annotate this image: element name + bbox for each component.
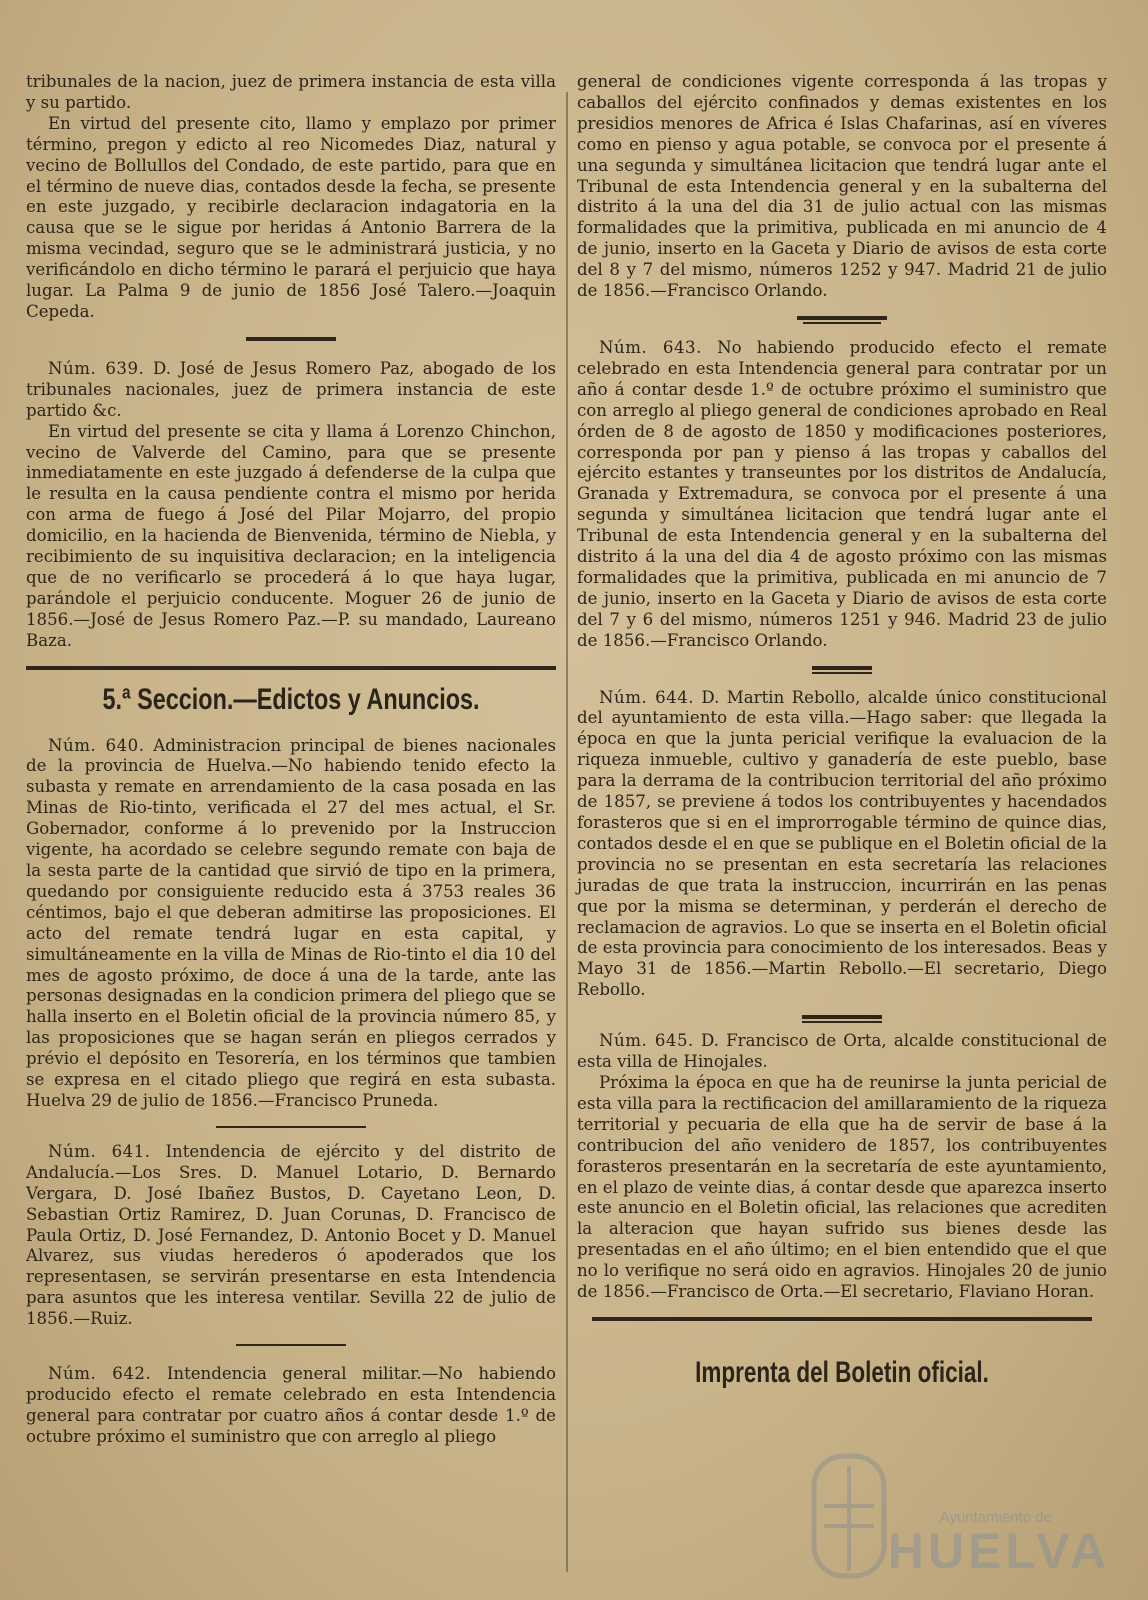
notice-643-body: No habiendo producido efecto el remate celebrado en esta Intendencia general para contratar por un año á contar desde 1.º de octubre próximo el suministro que con arreglo al pliego general de condiciones aprobado en Real órden de 8 de agosto de 1850 y modificaciones posteriores, corresponda por pan y pienso á las tropas y caballos del ejército estantes y transeuntes por los distritos de Andalucía, Granada y Extremadura, se convoca por el presente á una segunda y simultánea licitacion que tendrá lugar ante el Tribunal de esta Intendencia general y en la subalterna del distrito á la una del dia 4 de agosto próximo con las mismas formalidades que la primitiva, publicada en mi anuncio de 7 de junio, inserto en la Gaceta y Diario de avisos de esta corte del 7 y 6 del mismo, números 1251 y 946. Madrid 23 de julio de 1856.—Francisco Orlando.	[577, 337, 1107, 650]
notice-644	[577, 688, 1107, 1002]
column-divider	[566, 92, 568, 1572]
notice-number: Núm. 639.	[48, 358, 145, 378]
notice-639-header: D. José de Jesus Romero Paz, abogado de los tribunales nacionales, juez de primera instancia de este partido &c.	[26, 358, 556, 420]
notice-640	[26, 736, 556, 1112]
notice-number: Núm. 640.	[48, 735, 145, 755]
edict-continuation: tribunales de la nacion, juez de primera instancia de esta villa y su partido.	[26, 72, 556, 112]
notice-number: Núm. 644.	[599, 687, 695, 707]
watermark-title: HUELVA	[887, 1523, 1110, 1579]
notice-number: Núm. 643.	[599, 337, 702, 357]
separator-rule	[802, 1015, 882, 1019]
notice-number: Núm. 645.	[599, 1031, 694, 1051]
edict-body: En virtud del presente cito, llamo y emplazo por primer término, pregon y edicto al reo Nicomedes Diaz, natural y vecino de Bollullos del Condado, de este partido, para que en el término de nueve dias, contados desde la fecha, se presente en este juzgado, y recibirle declaracion indagatoria en la causa que se le sigue por heridas á Antonio Barrera de la misma vecindad, seguro que se le administrará justicia, y no verificándolo en dicho término le parará el perjuicio que haya lugar. La Palma 9 de junio de 1856 José Talero.—Joaquin Cepeda.	[26, 113, 556, 321]
watermark-subtitle: Ayuntamiento de	[939, 1509, 1052, 1526]
notice-643	[577, 338, 1107, 652]
notice-641-body: Intendencia de ejército y del distrito de Andalucía.—Los Sres. D. Manuel Lotario, D. Bernardo Vergara, D. José Ibañez Bustos, D. Cayetano Leon, D. Sebastian Ortiz Ramirez, D. Juan Corunas, D. Francisco de Paula Ortiz, D. José Fernandez, D. Antonio Bocet y D. Manuel Alvarez, sus viudas herederos ó apoderados que los representasen, se servirán presentarse en esta Intendencia para asuntos que les interesa ventilar. Sevilla 22 de julio de 1856.—Ruiz.	[26, 1141, 556, 1329]
section-title: 5.ª Seccion.—Edictos y Anuncios.	[102, 682, 480, 716]
notice-642-continuation: general de condiciones vigente corresponda á las tropas y caballos del ejército confinados y demas existentes en los presidios menores de Africa é Islas Chafarinas, así en víveres como en pienso y agua potable, se convoca por el presente á una segunda y simultánea licitacion que tendrá lugar ante el Tribunal de esta Intendencia general y en la subalterna del distrito á la una del dia 31 de julio actual con las mismas formalidades que la primitiva, publicada en mi anuncio de 4 de junio, inserto en la Gaceta y Diario de avisos de esta corte del 8 y 7 del mismo, números 1252 y 947. Madrid 21 de julio de 1856.—Francisco Orlando.	[577, 72, 1107, 301]
notice-number: Núm. 642.	[48, 1364, 152, 1384]
notice-641	[26, 1142, 556, 1330]
notice-645-body: Próxima la época en que ha de reunirse la junta pericial de esta villa para la rectificacion del amillaramiento de la riqueza territorial y pecuaria de ella que ha de servir de base á la contribucion del año venidero de 1857, los contribuyentes forasteros presentarán en la secretaría de este ayuntamiento, en el plazo de veinte dias, á contar desde que aparezca inserto este anuncio en el Boletin oficial, las relaciones que acrediten la alteracion que hayan sufrido sus bienes desde las presentadas en el año último; en el bien entendido que el que no lo verifique no será oido en agravios. Hinojales 20 de junio de 1856.—Francisco de Orta.—El secretario, Flaviano Horan.	[577, 1072, 1107, 1302]
notice-number: Núm. 641.	[48, 1141, 151, 1161]
separator-rule	[797, 316, 887, 320]
notice-640-body: Administracion principal de bienes nacionales de la provincia de Huelva.—No habiendo tenido efecto la subasta y remate en arrendamiento de la casa posada en las Minas de Rio-tinto, verificada el 27 del mes actual, el Sr. Gobernador, conforme á lo prevenido por la Instruccion vigente, ha acordado se celebre segundo remate con baja de la sesta parte de la cantidad que sirvió de tipo en la primera, quedando por consiguiente reducido esta á 3753 reales 36 céntimos, bajo el que deberan admitirse las proposiciones. El acto del remate tendrá lugar en esta capital, y simultáneamente en la villa de Minas de Rio-tinto el dia 10 del mes de agosto próximo, de doce á una de la tarde, ante las personas designadas en la condicion primera del pliego que se halla inserto en el Boletin oficial de la provincia número 85, y las proposiciones que se hagan serán en pliegos cerrados y prévio el depósito en Tesorería, en los términos que tambien se expresa en el citado pliego que regirá en esta subasta. Huelva 29 de julio de 1856.—Francisco Pruneda.	[26, 735, 556, 1110]
notice-639-body: En virtud del presente se cita y llama á Lorenzo Chinchon, vecino de Valverde del Camino, para que se presente inmediatamente en este juzgado á defenderse de la culpa que le resulta en la causa pendiente contra el mismo por herida con arma de fuego á José del Pilar Mojarro, del propio domicilio, en la hacienda de Bienvenida, término de Niebla, y recibimiento de su inquisitiva declaracion; en la inteligencia que de no verificarlo se procederá á lo que haya lugar, parándole el perjuicio conducente. Moguer 26 de junio de 1856.—José de Jesus Romero Paz.—P. su mandado, Laureano Baza.	[26, 421, 556, 650]
notice-644-body: D. Martin Rebollo, alcalde único constitucional del ayuntamiento de esta villa.—Hago saber: que llegada la época en que la junta pericial verifique la evaluacion de la riqueza inmueble, cultivo y ganadería de este pueblo, base para la derrama de la contribucion territorial del año próximo de 1857, se previene á todos los contribuyentes y hacendados forasteros que si en el improrrogable término de quince dias, contados desde el en que se publique en el Boletin oficial de la provincia no se presentan en esta secretaría las relaciones juradas de que trata la instruccion, incurrirán en las penas que por la misma se determinan, y perderán el derecho de reclamacion de agravios. Lo que se inserta en el Boletin oficial de esta provincia para conocimiento de los interesados. Beas y Mayo 31 de 1856.—Martin Rebollo.—El secretario, Diego Rebollo.	[577, 687, 1107, 1000]
notice-642	[26, 1364, 556, 1448]
left-column	[26, 72, 556, 1448]
section-rule	[26, 666, 556, 670]
notice-639	[26, 359, 556, 422]
notice-642-body: Intendencia general militar.—No habiendo producido efecto el remate celebrado en esta Intendencia general para contratar por cuatro años á contar desde 1.º de octubre próximo el suministro que con arreglo al pliego	[26, 1364, 556, 1446]
separator-rule	[812, 666, 872, 670]
notice-645	[577, 1031, 1107, 1073]
right-column	[577, 72, 1107, 1391]
imprint-line: Imprenta del Boletin oficial.	[695, 1355, 989, 1389]
footer-rule	[592, 1317, 1092, 1321]
notice-645-header: D. Francisco de Orta, alcalde constitucional de esta villa de Hinojales.	[577, 1031, 1107, 1072]
